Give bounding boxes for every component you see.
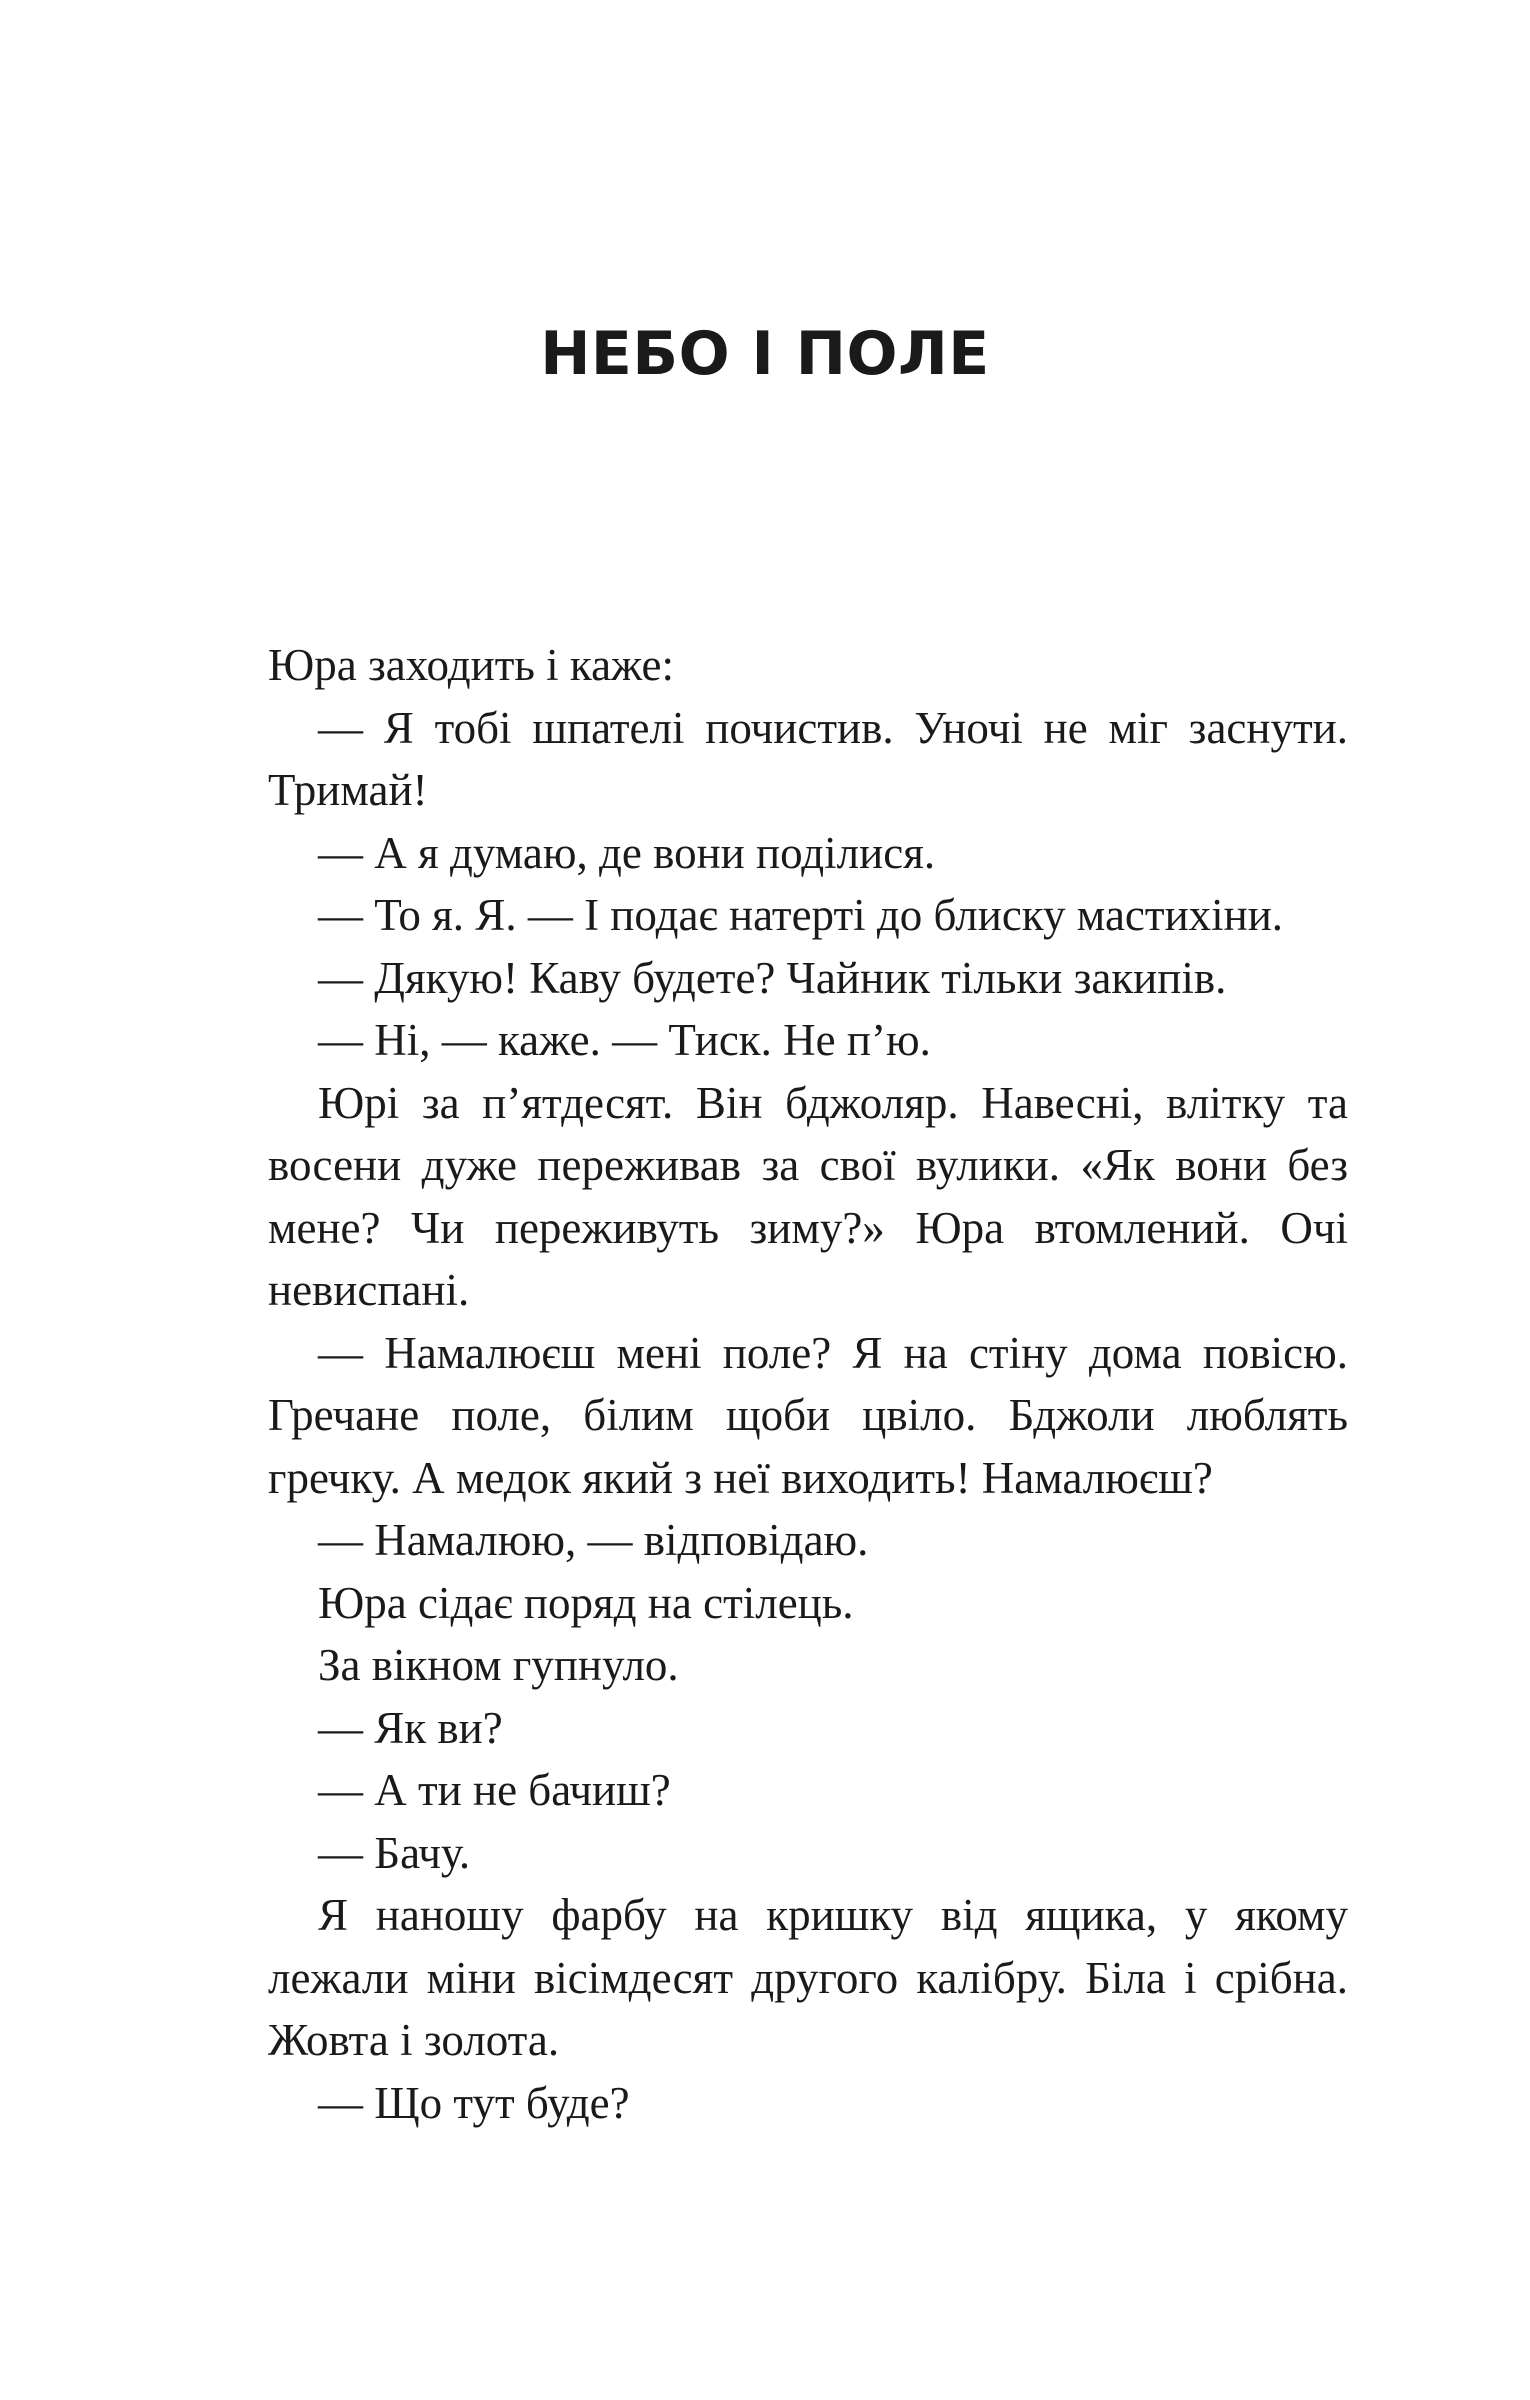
paragraph: — Намалюю, — відповідаю. — [318, 1515, 869, 1565]
chapter-title: НЕБО І ПОЛЕ — [540, 319, 990, 389]
paragraph: — Ні, — каже. — Тиск. Не п’ю. — [318, 1015, 931, 1065]
paragraph: — Намалюєш мені поле? Я на стіну дома повісю. Гречане поле, білим щоби цвіло. Бджоли люблять гречку. А медок який з неї виходить! Намалюєш? — [268, 1327, 1348, 1503]
paragraph: — То я. Я. — І подає натерті до блиску мастихіни. — [318, 890, 1284, 940]
paragraph: — Як ви? — [318, 1702, 503, 1753]
paragraph: — Я тобі шпателі почистив. Уночі не міг заснути. Тримай! — [268, 702, 1348, 815]
paragraph: — Що тут буде? — [318, 2077, 630, 2128]
paragraph: — Дякую! Каву будете? Чайник тільки закипів. — [318, 952, 1227, 1003]
paragraph: За вікном гупнуло. — [318, 1640, 679, 1690]
paragraph: Юра заходить і каже: — [268, 640, 675, 690]
paragraph: — Бачу. — [318, 1827, 471, 1878]
paragraph: Юра сідає поряд на стілець. — [318, 1577, 854, 1628]
paragraph: — А я думаю, де вони поділися. — [318, 827, 936, 878]
chapter-body — [268, 634, 1348, 2134]
paragraph: — А ти не бачиш? — [318, 1765, 671, 1815]
paragraph: Юрі за п’ятдесят. Він бджоляр. Навесні, влітку та восени дуже переживав за свої вулики. «Як вони без мене? Чи переживуть зиму?» Юра втомлений. Очі невиспані. — [268, 1077, 1348, 1315]
paragraph: Я наношу фарбу на кришку від ящика, у якому лежали міни вісімдесят другого калібру. Біла і срібна. Жовта і золота. — [268, 1890, 1348, 2065]
